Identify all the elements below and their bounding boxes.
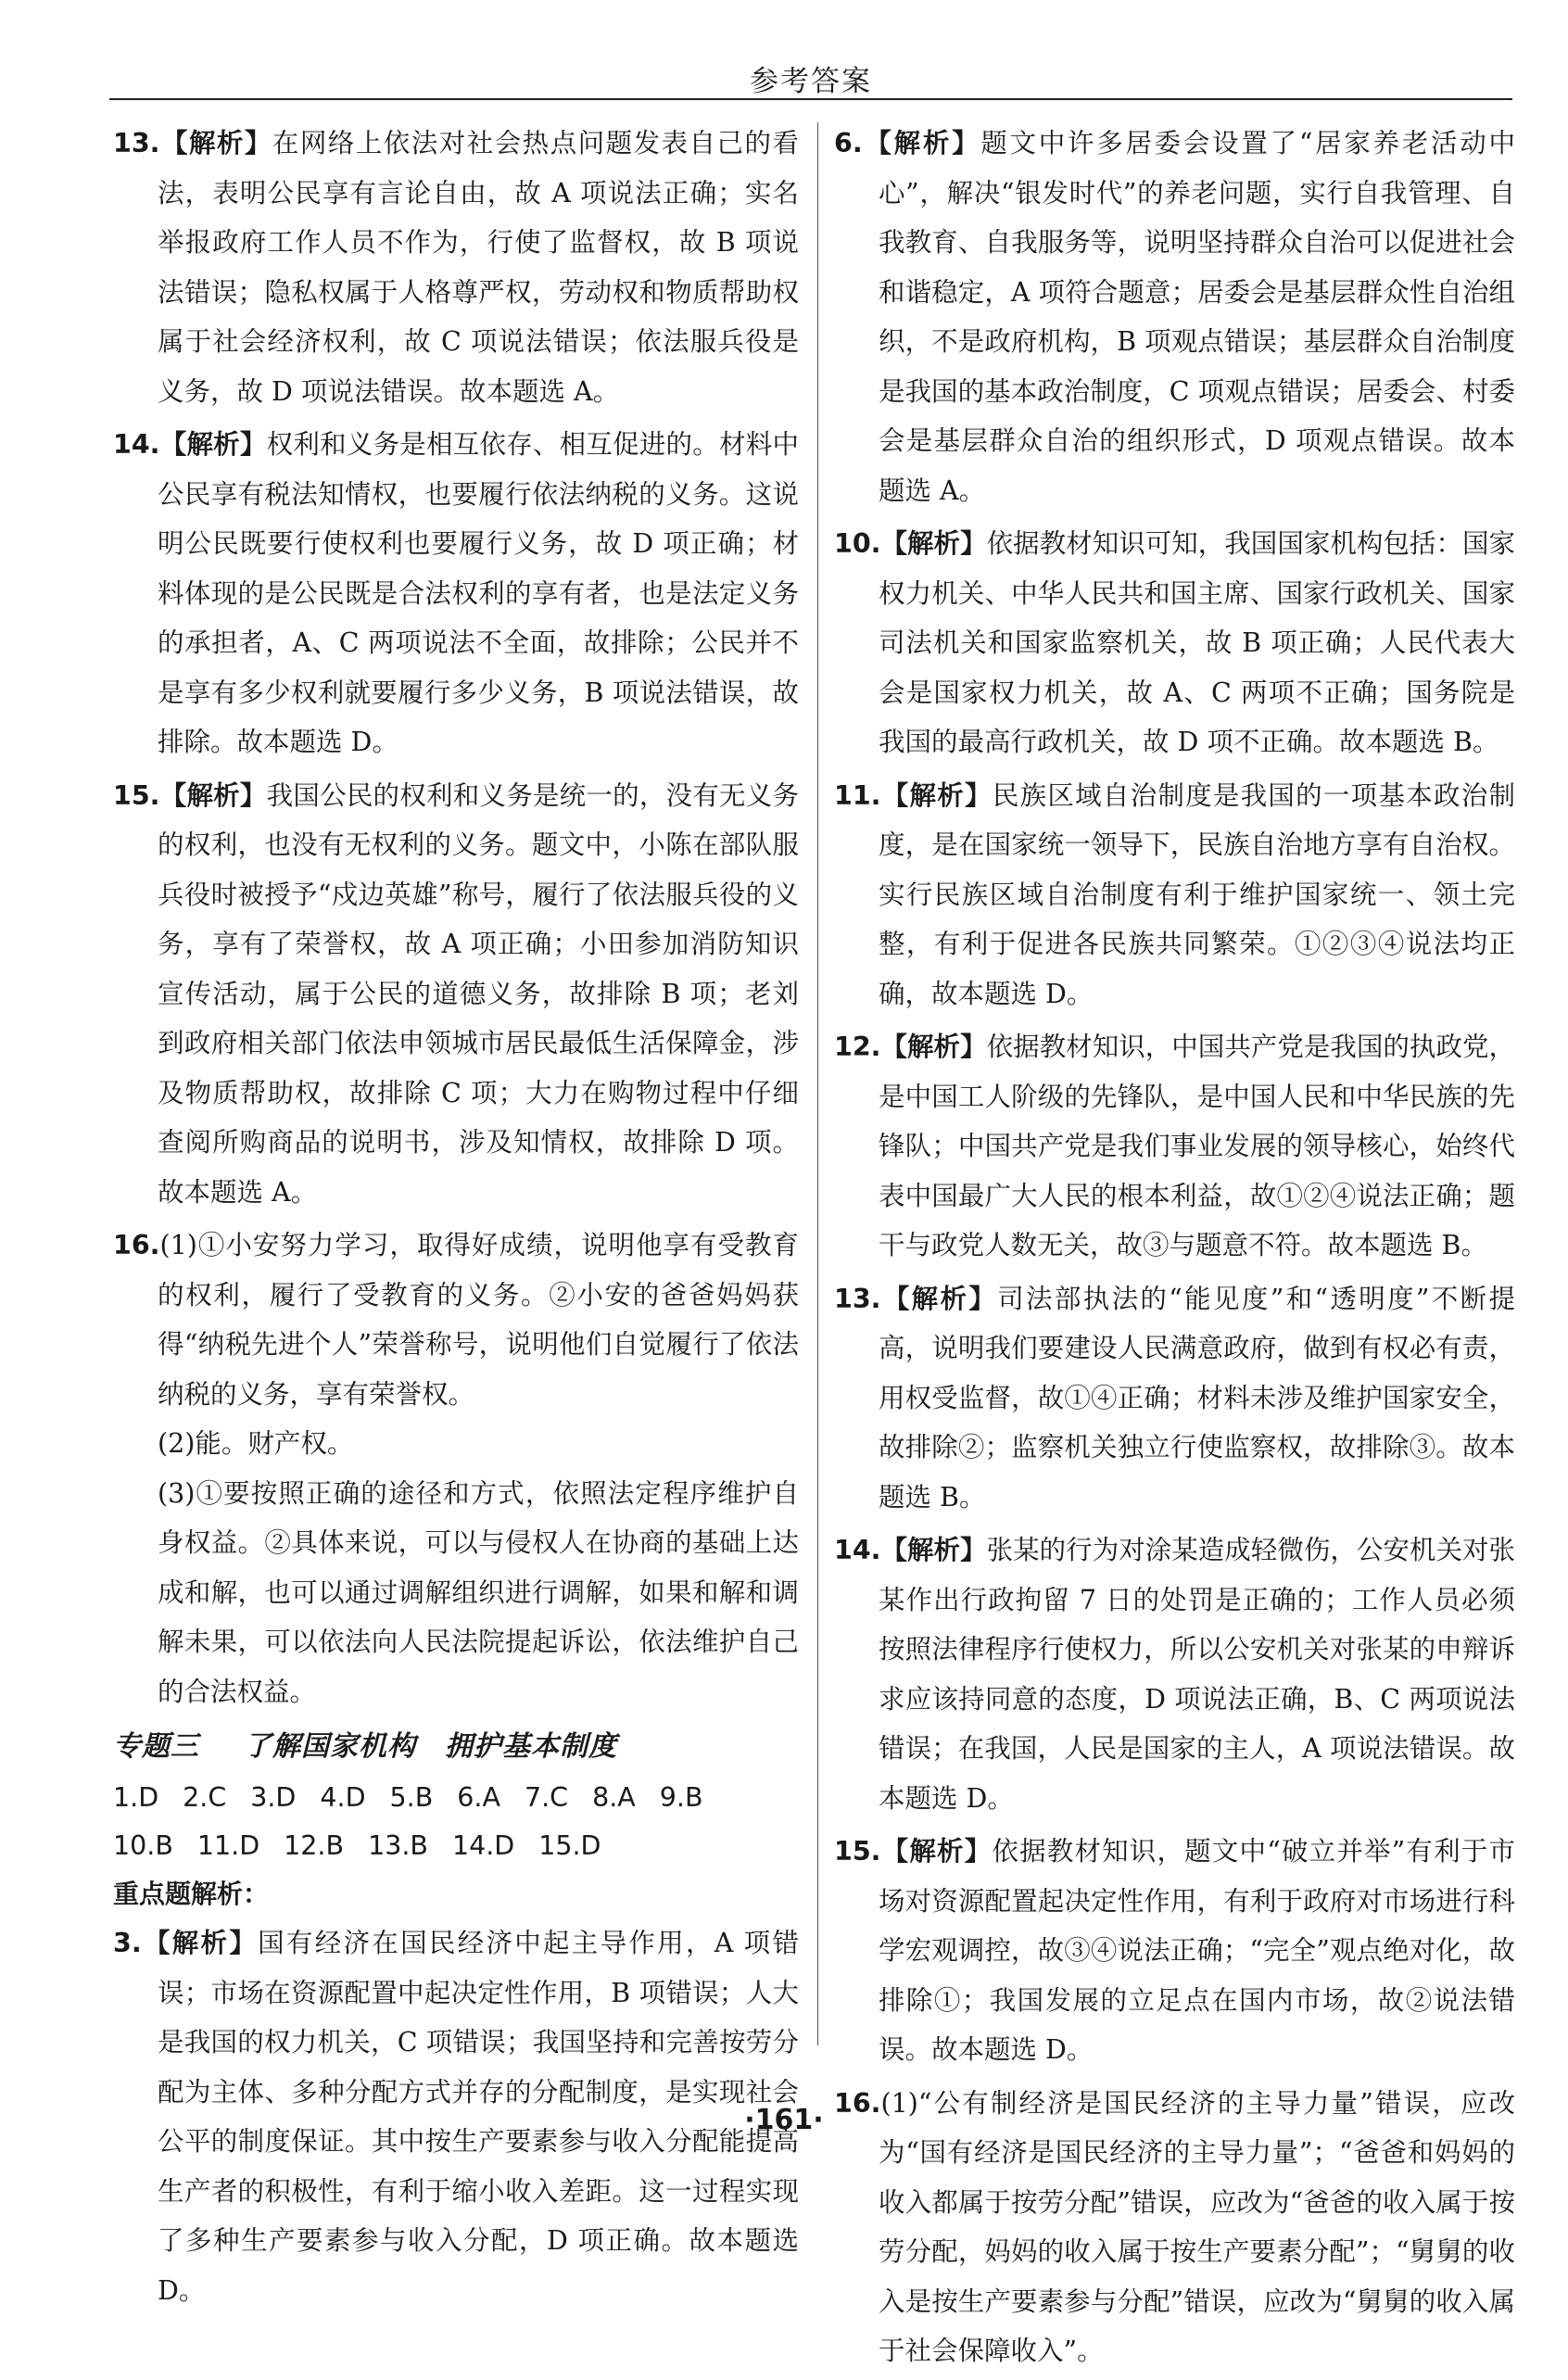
- item-number: 13.: [113, 128, 160, 158]
- answer-key: 15.D: [538, 1830, 601, 1861]
- answer-key: 12.B: [284, 1830, 345, 1861]
- answer-item-6: [834, 119, 1515, 515]
- answer-key: 11.D: [196, 1830, 260, 1861]
- answer-key-row2: [113, 1822, 799, 1870]
- item-text: 国有经济在国民经济中起主导作用，A 项错误；市场在资源配置中起决定性作用，B 项错误；人大是我国的权力机关，C 项错误；我国坚持和完善按劳分配为主体、多种分配方式并存的分配制度，是实现社会公平的制度保证。其中按生产要素参与收入分配能提高生产者的积极性，有利于缩小收入差距。这一过程实现了多种生产要素参与收入分配，D 项正确。故本题选 D。: [158, 1928, 799, 2306]
- item-text: (1)①小安努力学习，取得好成绩，说明他享有受教育的权利，履行了受教育的义务。②小安的爸爸妈妈获得“纳税先进个人”荣誉称号，说明他们自觉履行了依法纳税的义务，享有荣誉权。: [158, 1230, 799, 1410]
- answer-item-10: [834, 519, 1515, 767]
- answer-item-14-right: [834, 1525, 1515, 1823]
- item-text: 司法部执法的“能见度”和“透明度”不断提高，说明我们要建设人民满意政府，做到有权必有责，用权受监督，故①④正确；材料未涉及维护国家安全，故排除②；监察机关独立行使监察权，故排除③。故本题选 B。: [879, 1283, 1515, 1513]
- item-number: 13.: [834, 1283, 881, 1314]
- answer-key: 14.D: [451, 1830, 515, 1861]
- item-number: 12.: [834, 1032, 881, 1062]
- section-label: 专题三: [113, 1730, 199, 1763]
- answer-key: 13.B: [368, 1830, 428, 1861]
- answer-key: 4.D: [320, 1782, 366, 1813]
- analysis-tag: 【解析】: [880, 528, 987, 559]
- column-divider: [817, 122, 818, 2045]
- item-text: 张某的行为对涂某造成轻微伤，公安机关对张某作出行政拘留 7 日的处罚是正确的；工作人员必须按照法律程序行使权力，所以公安机关对张某的申辩诉求应该持同意的态度，D 项说法正确，B、C 两项说法错误；在我国，人民是国家的主人，A 项说法错误。故本题选 D。: [879, 1535, 1515, 1814]
- analysis-tag: 【解析】: [159, 779, 267, 811]
- answer-item-12: [834, 1022, 1515, 1271]
- answer-item-13-right: [834, 1274, 1515, 1523]
- answer-item-15: [113, 771, 799, 1218]
- item-text: 依据教材知识可知，我国国家机构包括：国家权力机关、中华人民共和国主席、国家行政机关、国家司法机关和国家监察机关，故 B 项正确；人民代表大会是国家权力机关，故 A、C 两项不正确；国务院是我国的最高行政机关，故 D 项不正确。故本题选 B。: [879, 528, 1515, 757]
- analysis-tag: 【解析】: [880, 1535, 987, 1565]
- answer-key: 1.D: [113, 1782, 159, 1813]
- answer-key: 5.B: [389, 1782, 434, 1813]
- item-text: 依据教材知识，中国共产党是我国的执政党，是中国工人阶级的先锋队，是中国人民和中华民族的先锋队；中国共产党是我们事业发展的领导核心，始终代表中国最广大人民的根本利益，故①②④说法正确；题干与政党人数无关，故③与题意不符。故本题选 B。: [879, 1032, 1515, 1260]
- item-text: 权利和义务是相互依存、相互促进的。材料中公民享有税法知情权，也要履行依法纳税的义务。这说明公民既要行使权利也要履行义务，故 D 项正确；材料体现的是公民既是合法权利的享有者，也是法定义务的承担者，A、C 两项说法不全面，故排除；公民并不是享有多少权利就要履行多少义务，B 项说法错误，故排除。故本题选 D。: [158, 429, 799, 757]
- analysis-tag: 【解析】: [862, 128, 981, 158]
- answer-item-16: [113, 1221, 799, 1419]
- item-text: 题文中许多居委会设置了“居家养老活动中心”，解决“银发时代”的养老问题，实行自我管理、自我教育、自我服务等，说明坚持群众自治可以促进社会和谐稳定，A 项符合题意；居委会是基层群众性自治组织，不是政府机构，B 项观点错误；基层群众自治制度是我国的基本政治制度，C 项观点错误；居委会、村委会是基层群众自治的组织形式，D 项观点错误。故本题选 A。: [879, 128, 1515, 506]
- analysis-tag: 【解析】: [880, 1032, 987, 1062]
- answer-item-11: [834, 771, 1515, 1019]
- analysis-tag: 【解析】: [141, 1928, 259, 1958]
- page-number: ·161·: [744, 2104, 824, 2136]
- answer-key: 7.C: [524, 1782, 569, 1813]
- answer-key: 9.B: [659, 1782, 703, 1813]
- page-header: [111, 57, 1511, 99]
- analysis-tag: 【解析】: [880, 779, 993, 811]
- item-text: 在网络上依法对社会热点问题发表自己的看法，表明公民享有言论自由，故 A 项说法正确；实名举报政府工作人员不作为，行使了监督权，故 B 项说法错误；隐私权属于人格尊严权，劳动权和物质帮助权属于社会经济权利，故 C 项说法错误；依法服兵役是义务，故 D 项说法错误。故本题选 A。: [158, 128, 799, 407]
- analysis-tag: 【解析】: [880, 1836, 993, 1867]
- answer-key: 10.B: [113, 1830, 173, 1861]
- answer-item-13: [113, 119, 799, 416]
- item-number: 16.: [113, 1230, 160, 1260]
- answer-16-part3: (3)①要按照正确的途径和方式，依照法定程序维护自身权益。②具体来说，可以与侵权人在协商的基础上达成和解，也可以通过调解组织进行调解，如果和解和调解未果，可以依法向人民法院提起诉讼，依法维护自己的合法权益。: [158, 1477, 799, 1707]
- key-questions-heading: 重点题解析：: [113, 1879, 270, 1909]
- answer-item-14: [113, 420, 799, 767]
- item-number: 16.: [834, 2087, 881, 2119]
- answer-16-part2: (2)能。财产权。: [158, 1428, 354, 1459]
- analysis-tag: 【解析】: [159, 128, 272, 158]
- item-text: (1)“公有制经济是国民经济的主导力量”错误，应改为“国有经济是国民经济的主导力量”；“爸爸和妈妈的收入都属于按劳分配”错误，应改为“爸爸的收入属于按劳分配，妈妈的收入属于按生产要素分配”；“舅舅的收入是按生产要素参与分配”错误，应改为“舅舅的收入属于社会保障收入”。: [879, 2087, 1515, 2366]
- right-column: [834, 119, 1515, 2380]
- item-number: 10.: [834, 528, 881, 559]
- item-number: 15.: [834, 1836, 881, 1867]
- answer-key-row1: [113, 1774, 799, 1822]
- item-text: 依据教材知识，题文中“破立并举”有利于市场对资源配置起决定性作用，有利于政府对市场进行科学宏观调控，故③④说法正确；“完全”观点绝对化，故排除①；我国发展的立足点在国内市场，故②说法错误。故本题选 D。: [879, 1836, 1515, 2065]
- answer-key: 2.C: [183, 1782, 227, 1813]
- header-title: 参考答案: [750, 65, 872, 98]
- section-title: [113, 1720, 799, 1774]
- item-text: 民族区域自治制度是我国的一项基本政治制度，是在国家统一领导下，民族自治地方享有自治权。实行民族区域自治制度有利于维护国家统一、领土完整，有利于促进各民族共同繁荣。①②③④说法均正确，故本题选 D。: [879, 779, 1515, 1009]
- header-rule: [109, 98, 1512, 100]
- answer-key: 8.A: [592, 1782, 636, 1813]
- answer-item-15-right: [834, 1827, 1515, 2075]
- item-number: 15.: [113, 779, 160, 811]
- analysis-tag: 【解析】: [880, 1283, 998, 1314]
- analysis-tag: 【解析】: [159, 429, 267, 460]
- answer-key: 3.D: [250, 1782, 297, 1813]
- item-number: 6.: [834, 128, 863, 158]
- section-heading: 了解国家机构 拥护基本制度: [244, 1730, 617, 1763]
- item-number: 14.: [834, 1535, 881, 1565]
- item-text: 我国公民的权利和义务是统一的，没有无义务的权利，也没有无权利的义务。题文中，小陈在部队服兵役时被授予“戍边英雄”称号，履行了依法服兵役的义务，享有了荣誉权，故 A 项正确；小田参加消防知识宣传活动，属于公民的道德义务，故排除 B 项；老刘到政府相关部门依法申领城市居民最低生活保障金，涉及物质帮助权，故排除 C 项；大力在购物过程中仔细查阅所购商品的说明书，涉及知情权，故排除 D 项。故本题选 A。: [158, 779, 799, 1208]
- item-number: 14.: [113, 429, 160, 460]
- left-column: [113, 119, 799, 2319]
- answer-key: 6.A: [457, 1782, 500, 1813]
- item-number: 3.: [113, 1928, 142, 1958]
- item-number: 11.: [834, 779, 881, 811]
